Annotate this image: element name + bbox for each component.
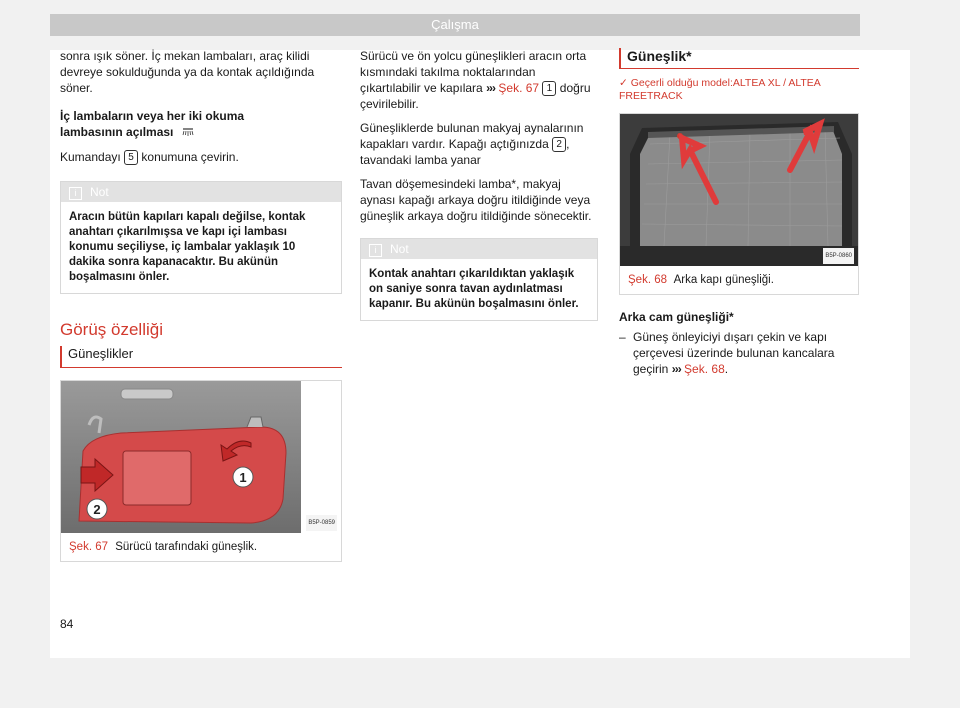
callout-number: 1	[542, 81, 556, 96]
list-dash: –	[619, 330, 626, 344]
page-number: 84	[60, 617, 74, 631]
subsection-heading: Arka cam güneşliği*	[619, 310, 734, 324]
note-header: i Not	[361, 239, 597, 259]
section-heading	[60, 108, 342, 141]
figure-68	[619, 113, 859, 295]
paragraph: sonra ışık söner. İç mekan lambaları, araç kilidi devreye sokulduğunda ya da kontak açıldığında söner.	[60, 49, 315, 95]
figure-reference-link[interactable]: Şek. 67	[498, 81, 540, 95]
note-box	[360, 238, 598, 321]
paragraph: Güneşliklerde bulunan makyaj aynalarının kapakları vardır. Kapağı açtığınızda 2 , tavandaki lamba yanar	[360, 121, 584, 167]
subsection-heading: Güneşlikler	[60, 346, 342, 368]
page-header: Çalışma	[50, 14, 860, 36]
figure-label: Şek. 67	[69, 540, 108, 553]
callout-2: 2	[93, 501, 101, 517]
heading-line: lambasının açılması	[60, 125, 174, 139]
callout-number: 5	[124, 150, 138, 165]
model-validity: ✓ Geçerli olduğu model:ALTEA XL / ALTEA FREETRACK	[619, 77, 821, 102]
figure-code: B5P-0860	[823, 248, 854, 264]
reference-arrows: ›››	[486, 81, 496, 95]
info-icon: i	[69, 187, 82, 200]
paragraph: Tavan döşemesindeki lamba*, makyaj aynası kapağı arkaya doğru itildiğinde veya güneşlik arkaya doğru itildiğinde sönecektir.	[360, 177, 592, 223]
note-text: Kontak anahtarı çıkarıldıktan yaklaşık on saniye sonra tavan aydınlatması kapanır. Bu akünün boşalmasını önler.	[369, 268, 579, 310]
column-left	[60, 48, 342, 562]
figure-code: B5P-0859	[306, 515, 337, 531]
figure-67	[60, 380, 342, 562]
callout-1: 1	[239, 469, 247, 485]
column-middle	[360, 48, 598, 329]
figure-caption: Şek. 67 Sürücü tarafındaki güneşlik.	[69, 540, 258, 553]
note-header: i Not	[61, 182, 341, 202]
list-item: – Güneş önleyiciyi dışarı çekin ve kapı çerçevesi üzerinde bulunan kancalara geçirin ››› Şek. 68.	[619, 330, 835, 376]
check-icon: ✓	[619, 77, 628, 89]
reference-arrows: ›››	[671, 362, 681, 376]
column-right	[619, 48, 859, 377]
section-heading: Güneşlik*	[619, 48, 859, 69]
info-icon: i	[369, 244, 382, 257]
paragraph: Sürücü ve ön yolcu güneşlikleri aracın orta kısmındaki takılma noktalarından çıkartılabilir ve kapılara ››› Şek. 67 1 doğru çevirilebilir.	[360, 49, 591, 111]
paragraph: Kumandayı 5 konumuna çevirin.	[60, 149, 239, 164]
note-box	[60, 181, 342, 294]
reading-lamp-icon	[181, 125, 195, 141]
callout-number: 2	[552, 137, 566, 152]
section-title: Görüş özelliği	[60, 319, 163, 339]
note-text: Aracın bütün kapıları kapalı değilse, kontak anahtarı çıkarılmışsa ve kapı içi lambası konumu seçiliyse, iç lambalar yaklaşık 10 dakika sonra kapanacaktır. Bu akünün boşalmasını önler.	[69, 210, 306, 283]
figure-reference-link[interactable]: Şek. 68	[684, 362, 725, 376]
figure-label: Şek. 68	[628, 274, 667, 286]
rear-window-sunshade-illustration	[620, 114, 858, 266]
figure-caption: Şek. 68 Arka kapı güneşliği.	[628, 274, 774, 286]
heading-line: İç lambaların veya her iki okuma	[60, 109, 245, 123]
sun-visor-illustration	[61, 381, 341, 533]
